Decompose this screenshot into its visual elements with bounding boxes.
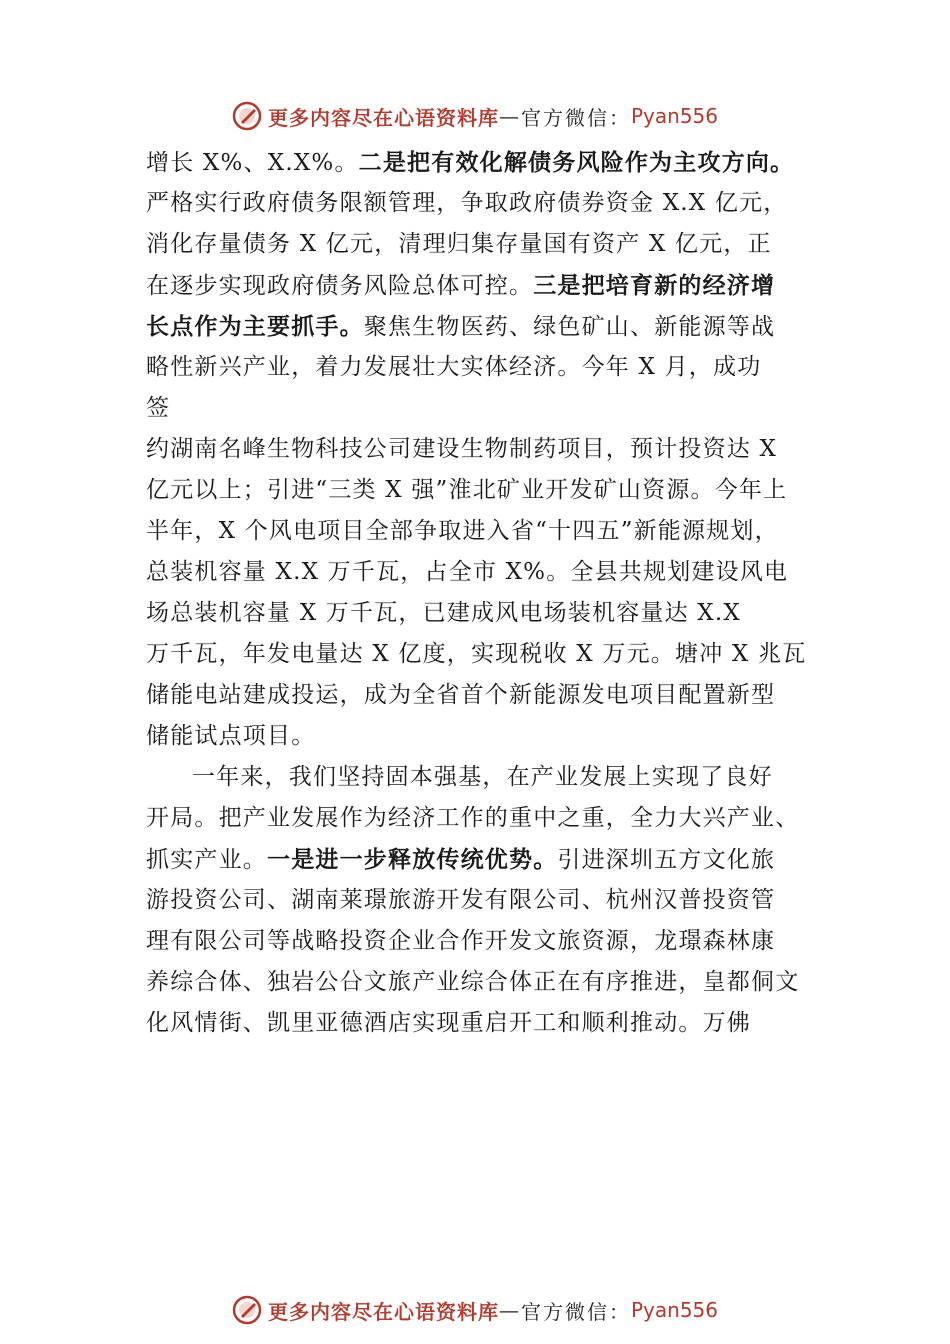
text-line: 场总装机容量 X 万千瓦，已建成风电场装机容量达 X.X [146, 600, 741, 626]
watermark-brand: 更多内容尽在心语资料库 [267, 105, 499, 130]
bold-heading: 一是进一步释放传统优势。 [267, 846, 558, 873]
text-line: 游投资公司、湖南莱璟旅游开发有限公司、杭州汉普投资管 [146, 887, 776, 913]
watermark-brand: 更多内容尽在心语资料库 [267, 1299, 499, 1324]
text-line [146, 839, 826, 880]
text-line: 储能试点项目。 [146, 723, 316, 749]
text-line: 理有限公司等战略投资企业合作开发文旅资源，龙璟森林康 [146, 928, 776, 954]
bold-heading: 三是把培育新的经济增 [533, 272, 776, 299]
brand-logo-icon [232, 1295, 262, 1325]
text-line: 严格实行政府债务限额管理，争取政府债券资金 X.X 亿元， [146, 190, 788, 216]
text-line: 储能电站建成投运，成为全省首个新能源发电项目配置新型 [146, 682, 776, 708]
text-line: 总装机容量 X.X 万千瓦，占全市 X%。全县共规划建设风电 [146, 559, 789, 585]
text-line [146, 265, 826, 306]
text-run: 抓实产业。 [146, 847, 267, 873]
text-line: 约湖南名峰生物科技公司建设生物制药项目，预计投资达 X [146, 436, 778, 462]
watermark-dash: — [498, 104, 521, 128]
bold-heading: 二是把有效化解债务风险作为主攻方向。 [358, 149, 795, 176]
watermark-wechat-id: Pyan556 [630, 104, 718, 128]
text-line: 签 [146, 395, 171, 421]
text-line: 养综合体、独岩公㕣文旅产业综合体正在有序推进，皇都侗文 [146, 969, 800, 995]
text-run: 增长 X%、X.X%。 [146, 150, 359, 176]
text-line: 半年，X 个风电项目全部争取进入省“十四五”新能源规划， [146, 518, 779, 544]
text-line [146, 306, 826, 347]
text-line: 一年来，我们坚持固本强基，在产业发展上实现了良好 [192, 764, 773, 790]
text-line: 化风情街、凯里亚德酒店实现重启开工和顺利推动。万佛 [146, 1010, 751, 1036]
text-line: 略性新兴产业，着力发展壮大实体经济。今年 X 月，成功 [146, 354, 762, 380]
text-line: 亿元以上；引进“三类 X 强”淮北矿业开发矿山资源。今年上 [146, 477, 788, 503]
watermark-dash: — [498, 1298, 521, 1322]
footer-watermark [0, 1290, 950, 1330]
watermark-label: 官方微信： [520, 1299, 631, 1324]
text-line [146, 142, 826, 183]
watermark-label: 官方微信： [520, 105, 631, 130]
text-line: 消化存量债务 X 亿元，清理归集存量国有资产 X 亿元，正 [146, 231, 772, 257]
text-line: 开局。把产业发展作为经济工作的重中之重，全力大兴产业、 [146, 805, 800, 831]
bold-heading: 长点作为主要抓手。 [146, 313, 364, 340]
header-watermark [0, 96, 950, 136]
text-line: 万千瓦，年发电量达 X 亿度，实现税收 X 万元。塘冲 X 兆瓦 [146, 641, 807, 667]
watermark-wechat-id: Pyan556 [630, 1298, 718, 1322]
text-run: 聚焦生物医药、绿色矿山、新能源等战 [363, 314, 776, 340]
text-run: 在逐步实现政府债务风险总体可控。 [146, 273, 534, 299]
text-run: 引进深圳五方文化旅 [557, 847, 776, 873]
brand-logo-icon [232, 101, 262, 131]
document-body [146, 142, 826, 1044]
